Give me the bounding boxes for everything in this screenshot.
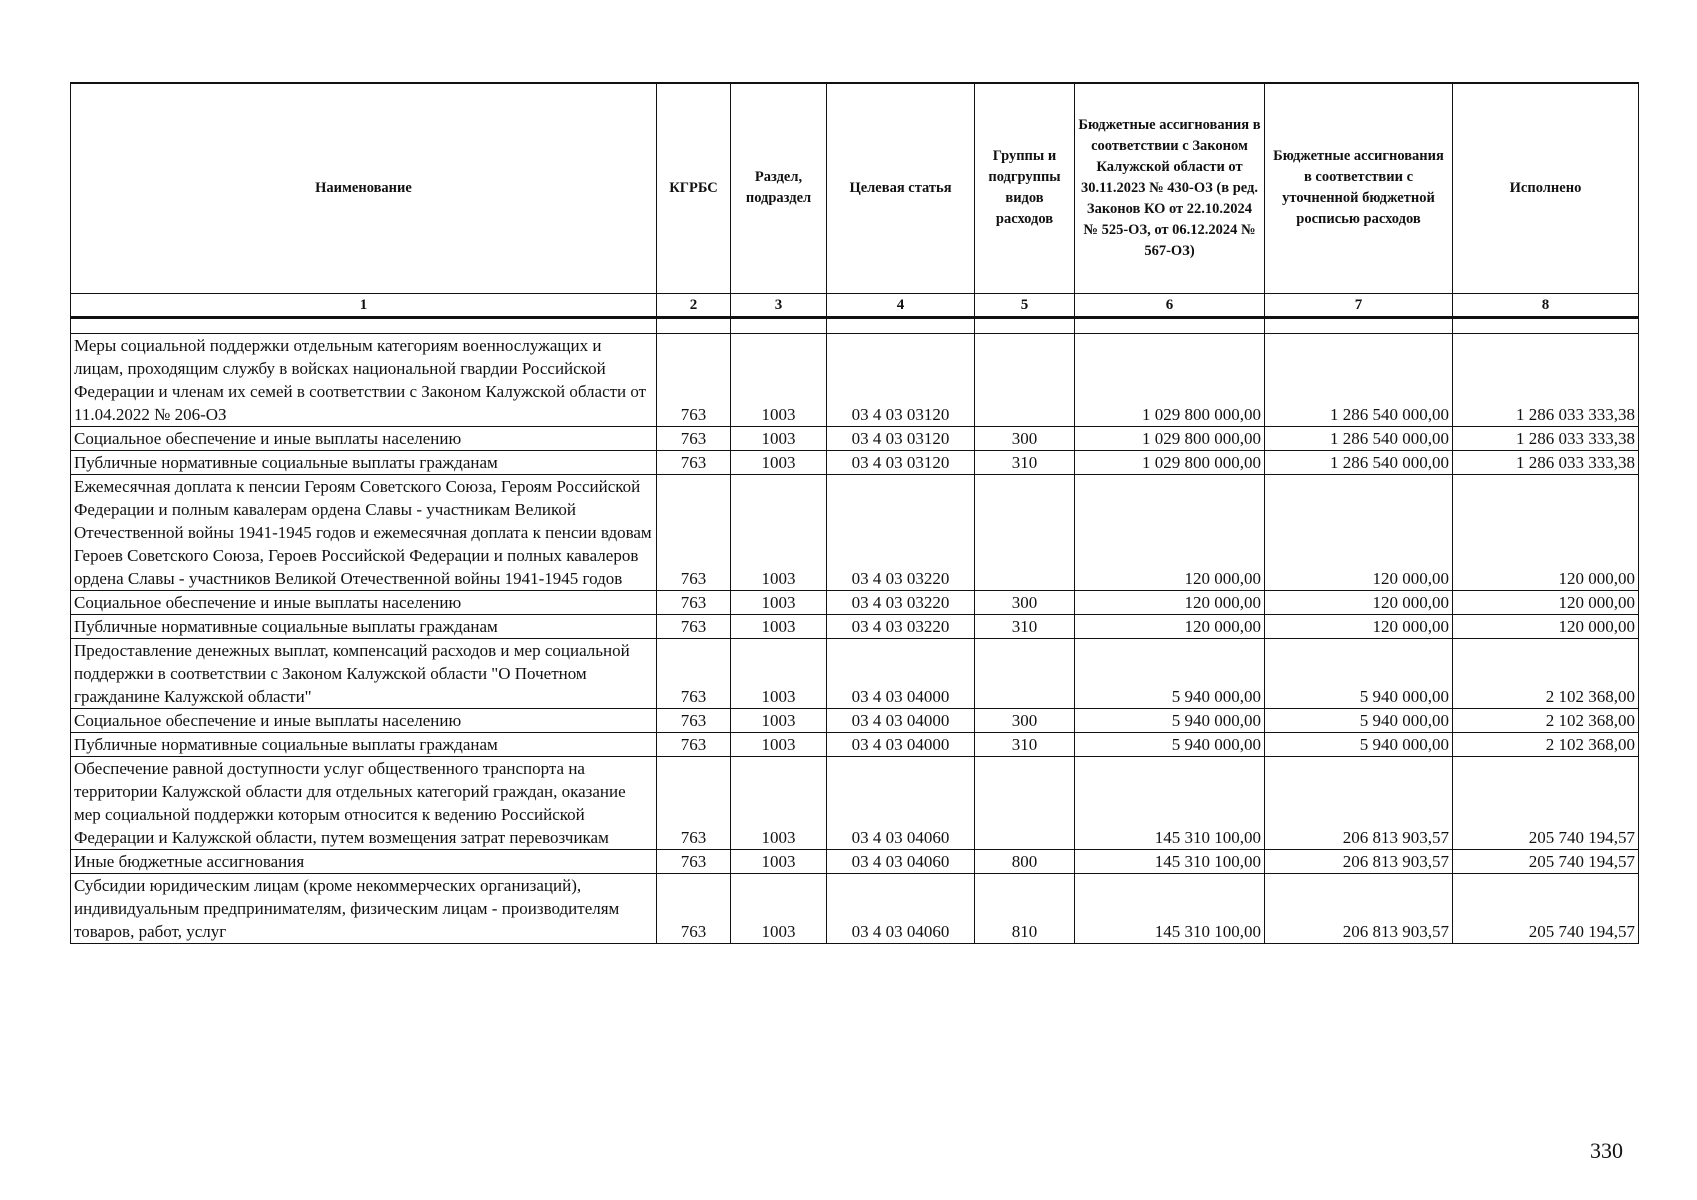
column-number: 3	[731, 293, 827, 317]
row-expense-group: 310	[975, 732, 1075, 756]
table-row	[71, 614, 1639, 638]
row-plan-amount: 1 286 540 000,00	[1265, 450, 1453, 474]
row-section: 1003	[731, 614, 827, 638]
row-expense-group: 310	[975, 614, 1075, 638]
row-section: 1003	[731, 873, 827, 943]
row-expense-group: 300	[975, 426, 1075, 450]
row-plan-amount: 206 813 903,57	[1265, 756, 1453, 849]
table-row	[71, 638, 1639, 708]
row-target-article: 03 4 03 04060	[827, 756, 975, 849]
row-executed-amount: 2 102 368,00	[1453, 708, 1639, 732]
row-plan-amount: 120 000,00	[1265, 614, 1453, 638]
table-row	[71, 873, 1639, 943]
spacer-row	[71, 317, 1639, 333]
row-executed-amount: 2 102 368,00	[1453, 732, 1639, 756]
row-name: Публичные нормативные социальные выплаты гражданам	[71, 614, 657, 638]
row-kgrbs: 763	[657, 638, 731, 708]
row-section: 1003	[731, 474, 827, 590]
table-row	[71, 333, 1639, 426]
row-law-amount: 145 310 100,00	[1075, 756, 1265, 849]
row-section: 1003	[731, 756, 827, 849]
column-number: 4	[827, 293, 975, 317]
row-section: 1003	[731, 708, 827, 732]
table-row	[71, 450, 1639, 474]
row-target-article: 03 4 03 03120	[827, 450, 975, 474]
row-kgrbs: 763	[657, 474, 731, 590]
column-number: 7	[1265, 293, 1453, 317]
header-kgrbs: КГРБС	[657, 83, 731, 293]
column-number: 6	[1075, 293, 1265, 317]
row-name: Меры социальной поддержки отдельным категориям военнослужащих и лицам, проходящим службу в войсках национальной гвардии Российской Федерации и членам их семей в соответствии с Законом Калужской области от 11.04.2022 № 206-ОЗ	[71, 333, 657, 426]
header-expense-groups: Группы и подгруппы видов расходов	[975, 83, 1075, 293]
header-target-article: Целевая статья	[827, 83, 975, 293]
column-number: 1	[71, 293, 657, 317]
row-executed-amount: 205 740 194,57	[1453, 849, 1639, 873]
row-law-amount: 1 029 800 000,00	[1075, 333, 1265, 426]
row-expense-group: 300	[975, 590, 1075, 614]
row-name: Социальное обеспечение и иные выплаты населению	[71, 426, 657, 450]
row-target-article: 03 4 03 03220	[827, 614, 975, 638]
page-number: 330	[1590, 1138, 1623, 1163]
row-executed-amount: 1 286 033 333,38	[1453, 426, 1639, 450]
row-section: 1003	[731, 638, 827, 708]
row-name: Предоставление денежных выплат, компенсаций расходов и мер социальной поддержки в соответствии с Законом Калужской области "О Почетном гражданине Калужской области"	[71, 638, 657, 708]
row-expense-group: 300	[975, 708, 1075, 732]
row-law-amount: 5 940 000,00	[1075, 732, 1265, 756]
row-executed-amount: 2 102 368,00	[1453, 638, 1639, 708]
row-law-amount: 120 000,00	[1075, 614, 1265, 638]
table-row	[71, 849, 1639, 873]
row-law-amount: 120 000,00	[1075, 590, 1265, 614]
row-target-article: 03 4 03 04000	[827, 732, 975, 756]
row-target-article: 03 4 03 03120	[827, 426, 975, 450]
row-name: Обеспечение равной доступности услуг общественного транспорта на территории Калужской области для отдельных категорий граждан, оказание мер социальной поддержки которым относится к ведению Российской Федерации и Калужской области, путем возмещения затрат перевозчикам	[71, 756, 657, 849]
row-executed-amount: 1 286 033 333,38	[1453, 333, 1639, 426]
row-expense-group: 310	[975, 450, 1075, 474]
row-target-article: 03 4 03 03120	[827, 333, 975, 426]
row-name: Субсидии юридическим лицам (кроме некоммерческих организаций), индивидуальным предпринимателям, физическим лицам - производителям товаров, работ, услуг	[71, 873, 657, 943]
row-section: 1003	[731, 590, 827, 614]
row-section: 1003	[731, 426, 827, 450]
row-expense-group	[975, 474, 1075, 590]
row-executed-amount: 120 000,00	[1453, 590, 1639, 614]
budget-table	[70, 82, 1639, 944]
row-law-amount: 1 029 800 000,00	[1075, 426, 1265, 450]
row-section: 1003	[731, 450, 827, 474]
row-kgrbs: 763	[657, 849, 731, 873]
row-plan-amount: 1 286 540 000,00	[1265, 333, 1453, 426]
column-number: 2	[657, 293, 731, 317]
row-section: 1003	[731, 849, 827, 873]
table-row	[71, 590, 1639, 614]
row-executed-amount: 120 000,00	[1453, 614, 1639, 638]
row-section: 1003	[731, 333, 827, 426]
row-name: Иные бюджетные ассигнования	[71, 849, 657, 873]
row-plan-amount: 5 940 000,00	[1265, 638, 1453, 708]
row-law-amount: 5 940 000,00	[1075, 638, 1265, 708]
row-name: Публичные нормативные социальные выплаты гражданам	[71, 732, 657, 756]
row-kgrbs: 763	[657, 708, 731, 732]
row-law-amount: 145 310 100,00	[1075, 873, 1265, 943]
row-target-article: 03 4 03 03220	[827, 590, 975, 614]
row-kgrbs: 763	[657, 614, 731, 638]
row-expense-group: 810	[975, 873, 1075, 943]
budget-sheet	[70, 82, 1638, 944]
row-law-amount: 145 310 100,00	[1075, 849, 1265, 873]
row-kgrbs: 763	[657, 756, 731, 849]
row-expense-group	[975, 333, 1075, 426]
row-kgrbs: 763	[657, 732, 731, 756]
header-section: Раздел, подраздел	[731, 83, 827, 293]
row-kgrbs: 763	[657, 333, 731, 426]
table-row	[71, 732, 1639, 756]
row-target-article: 03 4 03 04060	[827, 849, 975, 873]
row-kgrbs: 763	[657, 450, 731, 474]
row-executed-amount: 205 740 194,57	[1453, 873, 1639, 943]
header-name: Наименование	[71, 83, 657, 293]
row-expense-group	[975, 756, 1075, 849]
row-kgrbs: 763	[657, 873, 731, 943]
row-law-amount: 5 940 000,00	[1075, 708, 1265, 732]
row-target-article: 03 4 03 03220	[827, 474, 975, 590]
row-target-article: 03 4 03 04000	[827, 638, 975, 708]
row-name: Социальное обеспечение и иные выплаты населению	[71, 590, 657, 614]
header-refined-appropriations: Бюджетные ассигнования в соответствии с уточненной бюджетной росписью расходов	[1265, 83, 1453, 293]
table-row	[71, 474, 1639, 590]
row-kgrbs: 763	[657, 426, 731, 450]
column-number-row	[71, 293, 1639, 317]
table-row	[71, 756, 1639, 849]
row-executed-amount: 205 740 194,57	[1453, 756, 1639, 849]
row-executed-amount: 1 286 033 333,38	[1453, 450, 1639, 474]
row-name: Социальное обеспечение и иные выплаты населению	[71, 708, 657, 732]
row-law-amount: 1 029 800 000,00	[1075, 450, 1265, 474]
row-target-article: 03 4 03 04000	[827, 708, 975, 732]
row-kgrbs: 763	[657, 590, 731, 614]
row-expense-group	[975, 638, 1075, 708]
column-number: 5	[975, 293, 1075, 317]
row-executed-amount: 120 000,00	[1453, 474, 1639, 590]
header-row	[71, 83, 1639, 293]
table-row	[71, 708, 1639, 732]
row-name: Ежемесячная доплата к пенсии Героям Советского Союза, Героям Российской Федерации и полным кавалерам ордена Славы - участникам Великой Отечественной войны 1941-1945 годов и ежемесячная доплата к пенсии вдовам Героев Советского Союза, Героев Российской Федерации и полных кавалеров ордена Славы - участников Великой Отечественной войны 1941-1945 годов	[71, 474, 657, 590]
row-expense-group: 800	[975, 849, 1075, 873]
row-law-amount: 120 000,00	[1075, 474, 1265, 590]
row-plan-amount: 5 940 000,00	[1265, 732, 1453, 756]
row-plan-amount: 120 000,00	[1265, 590, 1453, 614]
header-executed: Исполнено	[1453, 83, 1639, 293]
row-plan-amount: 5 940 000,00	[1265, 708, 1453, 732]
row-plan-amount: 1 286 540 000,00	[1265, 426, 1453, 450]
header-law-appropriations: Бюджетные ассигнования в соответствии с Законом Калужской области от 30.11.2023 № 430-ОЗ (в ред. Законов КО от 22.10.2024 № 525-ОЗ, от 06.12.2024 № 567-ОЗ)	[1075, 83, 1265, 293]
row-plan-amount: 206 813 903,57	[1265, 849, 1453, 873]
row-name: Публичные нормативные социальные выплаты гражданам	[71, 450, 657, 474]
row-target-article: 03 4 03 04060	[827, 873, 975, 943]
row-section: 1003	[731, 732, 827, 756]
row-plan-amount: 120 000,00	[1265, 474, 1453, 590]
row-plan-amount: 206 813 903,57	[1265, 873, 1453, 943]
table-row	[71, 426, 1639, 450]
column-number: 8	[1453, 293, 1639, 317]
